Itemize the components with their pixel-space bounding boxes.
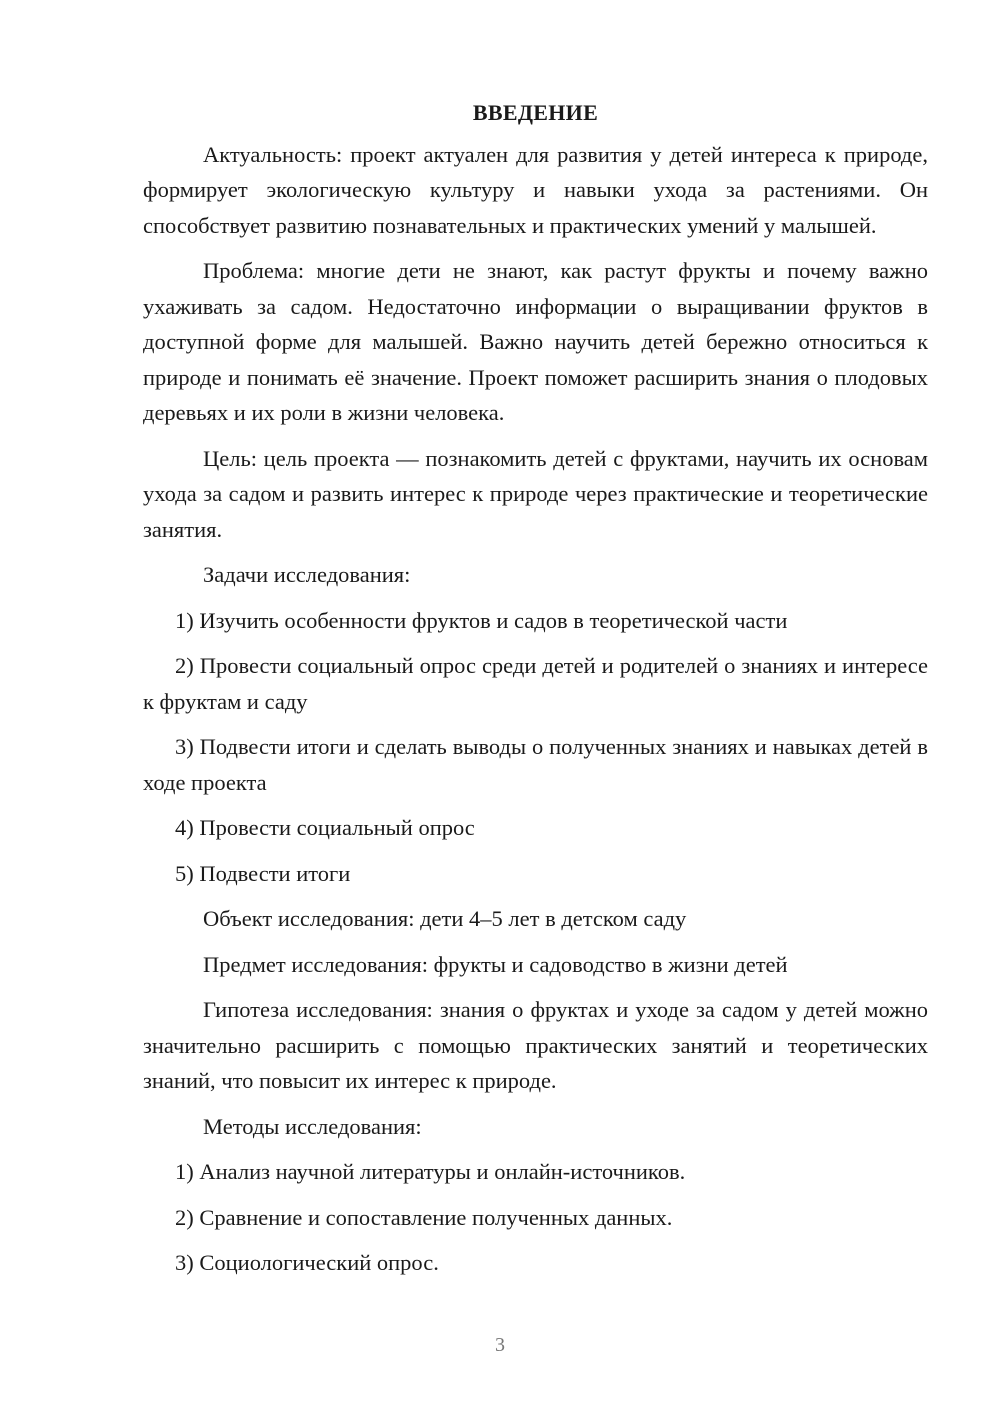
methods-heading: Методы исследования: xyxy=(203,1113,422,1139)
section-title: ВВЕДЕНИЕ xyxy=(472,100,599,125)
method-item: 3) Социологический опрос. xyxy=(175,1250,439,1275)
task-item: 1) Изучить особенности фруктов и садов в теоретической части xyxy=(175,607,788,633)
problem-paragraph: Проблема: многие дети не знают, как растут фрукты и почему важно ухаживать за садом. Недостаточно информации о выращивании фруктов в доступной форме для малышей. Важно научить детей бережно относиться к природе и понимать её значение. Проект поможет расширить знания о плодовых деревьях и их роли в жизни человека. xyxy=(143,258,928,425)
task-item: 5) Подвести итоги xyxy=(175,860,351,886)
task-item: 2) Провести социальный опрос среди детей и родителей о знаниях и интересе к фруктам и саду xyxy=(143,653,928,714)
method-item: 2) Сравнение и сопоставление полученных данных. xyxy=(175,1204,673,1230)
object-line: Объект исследования: дети 4–5 лет в детском саду xyxy=(203,906,687,931)
task-item: 4) Провести социальный опрос xyxy=(175,815,475,840)
page-content xyxy=(143,95,928,1291)
subject-line: Предмет исследования: фрукты и садоводство в жизни детей xyxy=(203,951,788,977)
relevance-paragraph: Актуальность: проект актуален для развития у детей интереса к природе, формирует экологическую культуру и навыки ухода за растениями. Он способствует развитию познавательных и практических умений у малышей. xyxy=(143,141,928,238)
tasks-heading: Задачи исследования: xyxy=(203,562,411,587)
task-item: 3) Подвести итоги и сделать выводы о полученных знаниях и навыках детей в ходе проекта xyxy=(143,734,928,795)
method-item: 1) Анализ научной литературы и онлайн-источников. xyxy=(175,1159,686,1184)
goal-paragraph: Цель: цель проекта — познакомить детей с фруктами, научить их основам ухода за садом и развить интерес к природе через практические и теоретические занятия. xyxy=(143,445,928,542)
page-number: 3 xyxy=(495,1334,505,1356)
hypothesis-paragraph: Гипотеза исследования: знания о фруктах и уходе за садом у детей можно значительно расширить с помощью практических занятий и теоретических знаний, что повысит их интерес к природе. xyxy=(143,997,928,1093)
